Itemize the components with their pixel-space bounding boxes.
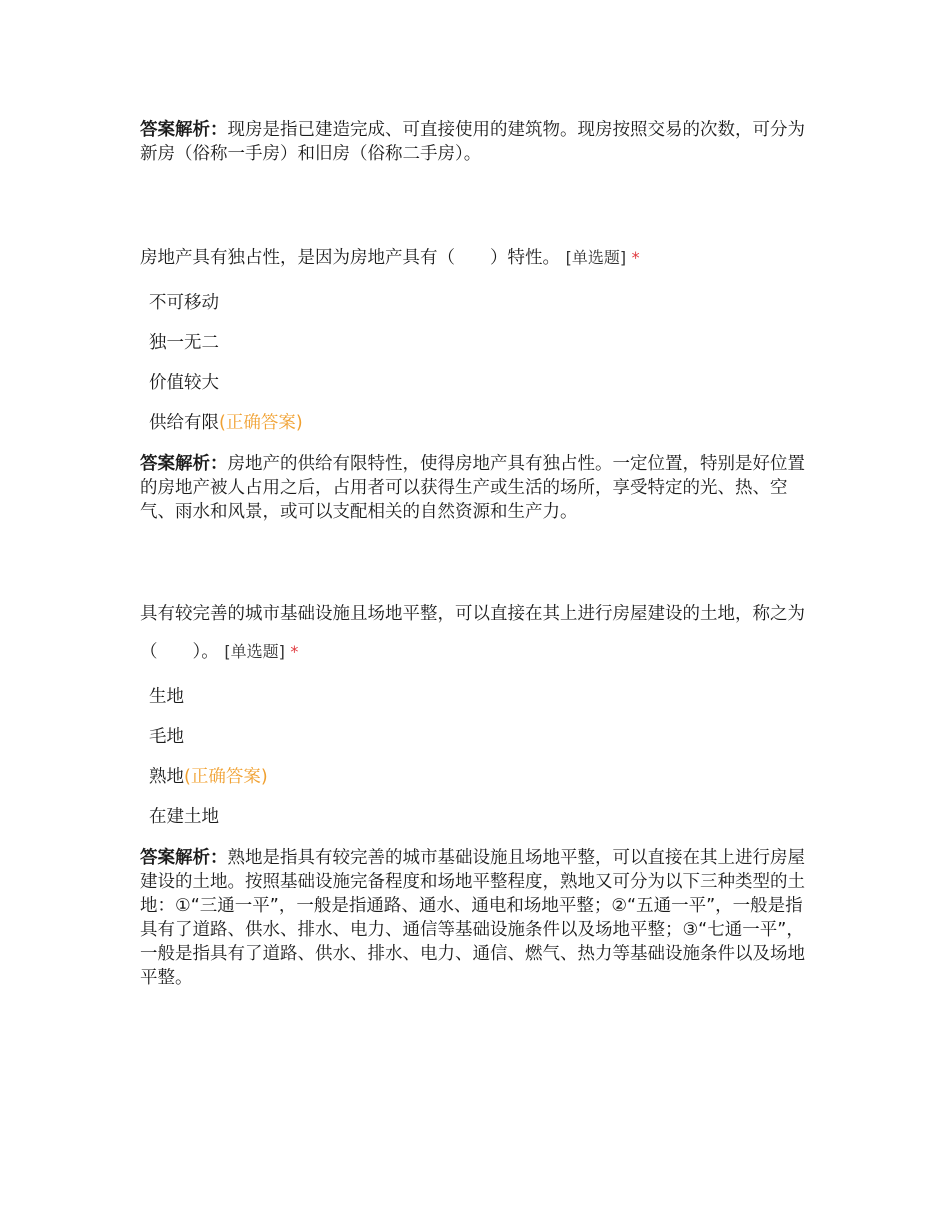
question-2 [140,239,812,277]
option-item[interactable] [140,757,268,797]
question-3 [140,595,812,671]
correct-answer-tag: (正确答案) [184,767,268,787]
option-text: 不可移动 [149,293,219,313]
option-text: 熟地 [149,767,184,787]
required-mark: * [290,642,299,661]
question-type-tag: [单选题] [224,642,285,661]
option-item[interactable] [140,283,303,323]
option-item[interactable] [140,717,268,757]
option-item[interactable] [140,677,268,717]
required-mark: * [631,248,640,267]
question-text: 具有较完善的城市基础设施且场地平整，可以直接在其上进行房屋建设的土地，称之为（ ）。 [140,604,805,662]
answer-analysis-1 [140,118,812,166]
analysis-label: 答案解析： [140,848,228,868]
analysis-text: 房地产的供给有限特性，使得房地产具有独占性。一定位置，特别是好位置的房地产被人占用之后，占用者可以获得生产或生活的场所，享受特定的光、热、空气、雨水和风景，或可以支配相关的自然资源和生产力。 [140,454,805,522]
option-item[interactable] [140,403,303,443]
answer-analysis-3 [140,846,812,990]
analysis-text: 现房是指已建造完成、可直接使用的建筑物。现房按照交易的次数，可分为新房（俗称一手房）和旧房（俗称二手房）。 [140,120,805,164]
option-item[interactable] [140,797,268,837]
option-item[interactable] [140,323,303,363]
option-text: 价值较大 [149,373,219,393]
options-list-3 [140,677,268,837]
option-text: 生地 [149,687,184,707]
correct-answer-tag: (正确答案) [219,413,303,433]
analysis-label: 答案解析： [140,454,228,474]
option-item[interactable] [140,363,303,403]
analysis-label: 答案解析： [140,120,228,140]
question-type-tag: [单选题] [565,248,627,267]
option-text: 供给有限 [149,413,219,433]
answer-analysis-2 [140,452,812,524]
option-text: 毛地 [149,727,184,747]
option-text: 在建土地 [149,807,219,827]
analysis-text: 熟地是指具有较完善的城市基础设施且场地平整，可以直接在其上进行房屋建设的土地。按照基础设施完备程度和场地平整程度，熟地又可分为以下三种类型的土地：①“三通一平”，一般是指通路、通水、通电和场地平整；②“五通一平”，一般是指具有了道路、供水、排水、电力、通信等基础设施条件以及场地平整；③“七通一平”，一般是指具有了道路、供水、排水、电力、通信、燃气、热力等基础设施条件以及场地平整。 [140,848,805,988]
option-text: 独一无二 [149,333,219,353]
options-list-2 [140,283,303,443]
question-text: 房地产具有独占性，是因为房地产具有（ ）特性。 [140,248,560,268]
